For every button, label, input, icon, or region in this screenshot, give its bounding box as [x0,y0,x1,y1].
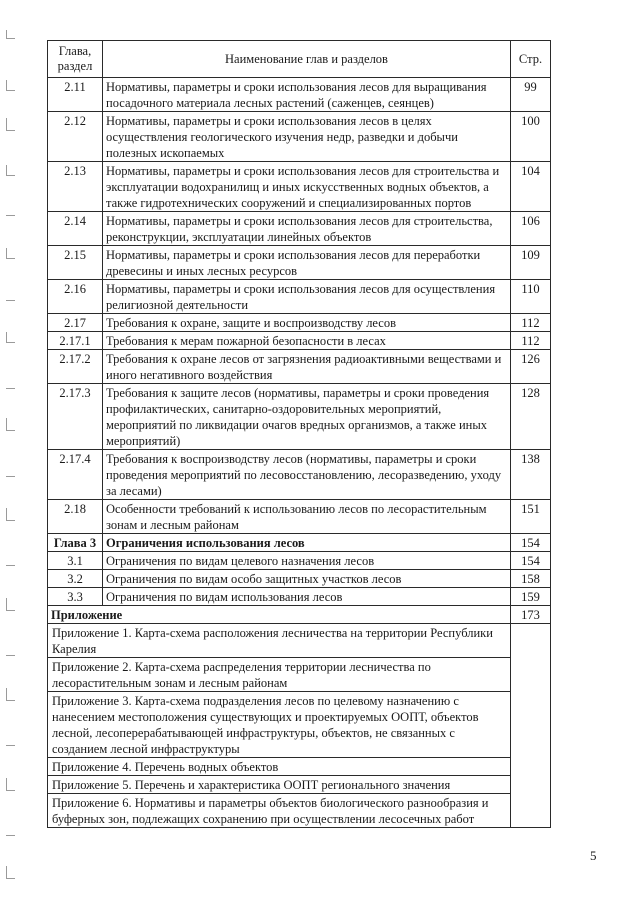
appendix-item-row [48,794,551,828]
table-row [48,450,551,500]
section-page: 126 [511,350,551,384]
section-number: 2.17.3 [48,384,103,450]
section-number: 2.17.2 [48,350,103,384]
table-row [48,212,551,246]
section-title: Нормативы, параметры и сроки использования лесов для выращивания посадочного материала лесных растений (саженцев, сеянцев) [103,78,511,112]
appendix-item-row [48,624,551,658]
section-title: Особенности требований к использованию лесов по лесорастительным зонам и лесным районам [103,500,511,534]
column-header-title: Наименование глав и разделов [103,41,511,78]
section-number: 2.11 [48,78,103,112]
section-page: 99 [511,78,551,112]
section-title: Требования к защите лесов (нормативы, параметры и сроки проведения профилактических, санитарно-оздоровительных мероприятий, мероприятий по ликвидации очагов вредных организмов, а также иных мероприятий) [103,384,511,450]
section-page: 138 [511,450,551,500]
section-number: 2.13 [48,162,103,212]
appendix-item: Приложение 1. Карта-схема расположения лесничества на территории Республики Карелия [48,624,511,658]
chapter-row [48,534,551,552]
appendix-item: Приложение 4. Перечень водных объектов [48,758,511,776]
appendix-item-page [511,658,551,692]
section-page: 128 [511,384,551,450]
section-page: 104 [511,162,551,212]
appendix-item-page [511,776,551,794]
section-title: Требования к охране лесов от загрязнения радиоактивными веществами и иного негативного воздействия [103,350,511,384]
section-page: 151 [511,500,551,534]
section-title: Требования к мерам пожарной безопасности в лесах [103,332,511,350]
section-number: 2.17 [48,314,103,332]
appendix-item: Приложение 6. Нормативы и параметры объектов биологического разнообразия и буферных зон, подлежащих сохранению при осуществлении лесосечных работ [48,794,511,828]
column-header-number: Глава, раздел [48,41,103,78]
section-number: 3.3 [48,588,103,606]
section-number: 3.2 [48,570,103,588]
table-row [48,384,551,450]
table-row [48,78,551,112]
appendix-item: Приложение 5. Перечень и характеристика ООПТ регионального значения [48,776,511,794]
section-title: Требования к охране, защите и воспроизводству лесов [103,314,511,332]
appendix-item-row [48,758,551,776]
table-row [48,246,551,280]
appendix-item: Приложение 3. Карта-схема подразделения лесов по целевому назначению с нанесением местоположения существующих и проектируемых ООПТ, объектов лесной, лесоперерабатывающей инфраструктуры, объектов, не связанных с созданием лесной инфраструктуры [48,692,511,758]
section-number: 2.17.1 [48,332,103,350]
section-page: 110 [511,280,551,314]
binding-margin-marks [0,0,22,905]
section-title: Нормативы, параметры и сроки использования лесов для переработки древесины и иных лесных ресурсов [103,246,511,280]
section-page: 159 [511,588,551,606]
section-page: 154 [511,552,551,570]
section-page: 109 [511,246,551,280]
table-row [48,162,551,212]
appendix-item-row [48,692,551,758]
section-number: 2.14 [48,212,103,246]
section-number: 2.16 [48,280,103,314]
section-title: Нормативы, параметры и сроки использования лесов в целях осуществления геологического изучения недр, разведки и добычи полезных ископаемых [103,112,511,162]
table-row [48,500,551,534]
section-title: Нормативы, параметры и сроки использования лесов для строительства и эксплуатации водохранилищ и иных искусственных водных объектов, а также гидротехнических сооружений и специализированных портов [103,162,511,212]
appendix-item: Приложение 2. Карта-схема распределения территории лесничества по лесорастительным зонам и лесным районам [48,658,511,692]
section-number: 3.1 [48,552,103,570]
section-title: Ограничения по видам использования лесов [103,588,511,606]
table-row [48,332,551,350]
table-row [48,314,551,332]
contents-table [47,40,551,828]
section-title: Ограничения по видам целевого назначения лесов [103,552,511,570]
section-number: 2.17.4 [48,450,103,500]
appendix-page: 173 [511,606,551,624]
appendix-heading-row [48,606,551,624]
table-row [48,552,551,570]
section-page: 100 [511,112,551,162]
section-page: 158 [511,570,551,588]
appendix-item-page [511,624,551,658]
chapter-page: 154 [511,534,551,552]
table-row [48,280,551,314]
appendix-item-row [48,658,551,692]
appendix-item-page [511,692,551,758]
section-page: 106 [511,212,551,246]
section-title: Ограничения по видам особо защитных участков лесов [103,570,511,588]
section-number: 2.18 [48,500,103,534]
column-header-page: Стр. [511,41,551,78]
appendix-item-page [511,758,551,776]
appendix-item-row [48,776,551,794]
page-number: 5 [590,848,597,863]
section-title: Нормативы, параметры и сроки использования лесов для строительства, реконструкции, эксплуатации линейных объектов [103,212,511,246]
chapter-title: Ограничения использования лесов [103,534,511,552]
section-page: 112 [511,332,551,350]
chapter-number: Глава 3 [48,534,103,552]
appendix-heading: Приложение [48,606,511,624]
table-header-row [48,41,551,78]
table-row [48,112,551,162]
section-number: 2.12 [48,112,103,162]
section-number: 2.15 [48,246,103,280]
appendix-item-page [511,794,551,828]
section-title: Требования к воспроизводству лесов (нормативы, параметры и сроки проведения мероприятий по лесовосстановлению, лесоразведению, уходу за лесами) [103,450,511,500]
section-title: Нормативы, параметры и сроки использования лесов для осуществления религиозной деятельности [103,280,511,314]
table-row [48,588,551,606]
table-row [48,570,551,588]
section-page: 112 [511,314,551,332]
table-row [48,350,551,384]
